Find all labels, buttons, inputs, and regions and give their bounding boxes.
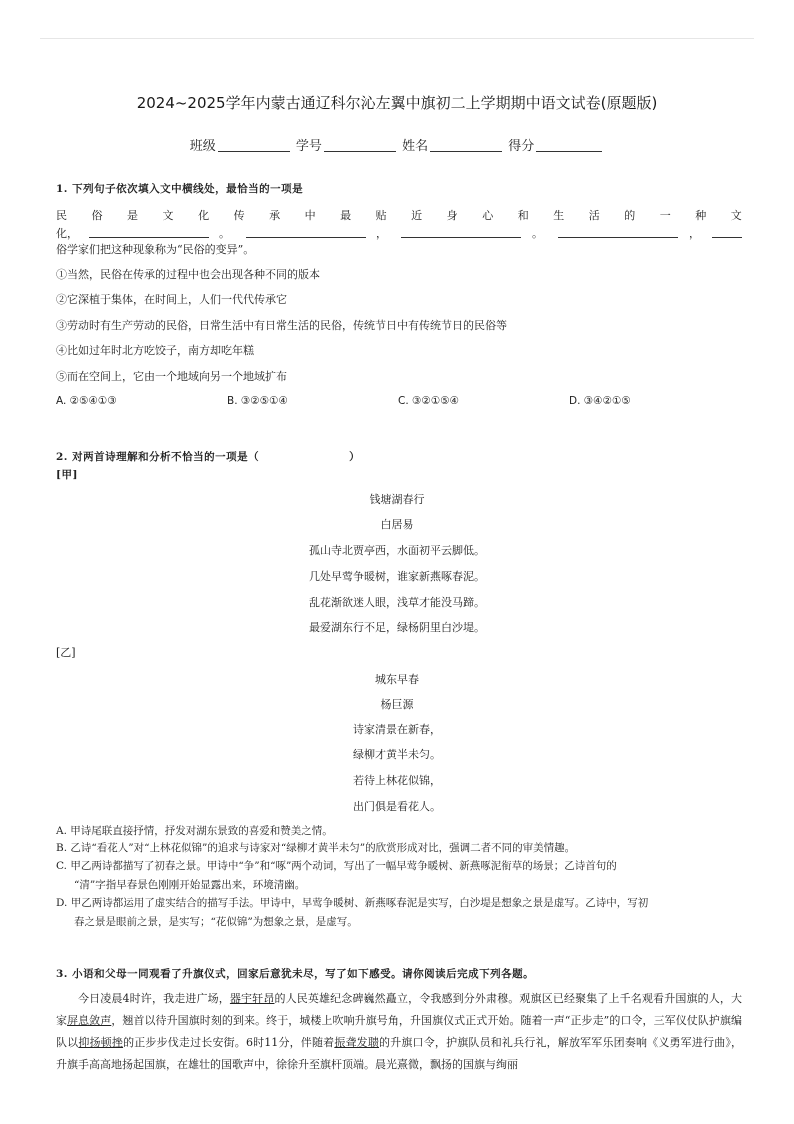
class-blank[interactable] bbox=[218, 138, 290, 152]
q1-line2-start: 化， bbox=[56, 227, 78, 240]
q1-item-4: ④比如过年时北方吃饺子，南方却吃年糕 bbox=[56, 344, 254, 357]
q1-item-5: ⑤而在空间上，它由一个地域向另一个地域扩布 bbox=[56, 370, 287, 383]
q1-punct-3: 。 bbox=[532, 227, 543, 240]
q1-line1-char: 化 bbox=[198, 209, 210, 222]
q2-choice-a[interactable] bbox=[56, 823, 746, 839]
q2-choice-c-text-1: C. 甲乙两诗都描写了初春之景。甲诗中“争”和“啄”两个动词，写出了一幅早莺争暖树、新燕啄泥衔草的场景；乙诗首句的 bbox=[56, 860, 617, 872]
q1-item-2: ②它深植于集体，在时间上，人们一代代传承它 bbox=[56, 293, 287, 306]
q1-passage-line-1 bbox=[56, 207, 742, 223]
poem-1-title: 钱塘湖春行 bbox=[369, 493, 425, 506]
q3-text-e: 的升旗口令，护旗队员和礼兵行礼，解放军军乐团奏响《义勇军进行曲》，升旗手高高地扬起国旗，在雄壮的国歌声中，徐徐升至旗杆顶端。晨光熹微，飘扬的国旗与绚丽 bbox=[56, 1036, 743, 1071]
q2-choice-d[interactable] bbox=[56, 895, 746, 930]
q1-line1-char: 传 bbox=[233, 209, 245, 222]
score-blank[interactable] bbox=[536, 138, 602, 152]
poem-1-author: 白居易 bbox=[380, 518, 414, 531]
q3-text-d: 的正步步伐走过长安街。6时11分，伴随着 bbox=[123, 1036, 335, 1049]
q1-line1-char: 俗 bbox=[91, 209, 103, 222]
q1-line1-char: 最 bbox=[340, 209, 352, 222]
q1-passage-line-3: 俗学家们把这种现象称为“民俗的变异”。 bbox=[56, 243, 255, 256]
q2-choice-d-text-1: D. 甲乙两诗都运用了虚实结合的描写手法。甲诗中，早莺争暖树、新燕啄春泥是实写，白沙堤是想象之景是虚写。乙诗中，写初 bbox=[56, 897, 649, 909]
q3-underlined-word-3: 抑扬顿挫 bbox=[78, 1036, 124, 1049]
poem-2-line-2: 绿柳才黄半未匀。 bbox=[353, 748, 441, 761]
q1-punct-4: ， bbox=[689, 227, 700, 240]
q1-line1-char: 贴 bbox=[375, 209, 387, 222]
poem-1-label: [甲] bbox=[56, 469, 78, 481]
q1-blank-2[interactable] bbox=[246, 237, 366, 238]
q1-line1-char: 承 bbox=[269, 209, 281, 222]
q2-choice-b[interactable] bbox=[56, 840, 746, 856]
top-divider bbox=[40, 38, 754, 39]
q1-punct-1: 。 bbox=[219, 227, 230, 240]
q1-line1-char: 种 bbox=[695, 209, 707, 222]
q1-line1-char: 文 bbox=[730, 209, 742, 222]
q1-blank-3[interactable] bbox=[401, 237, 521, 238]
poem-1-line-3: 乱花渐欲迷人眼，浅草才能没马蹄。 bbox=[309, 596, 485, 609]
q1-line1-char: 和 bbox=[517, 209, 529, 222]
q1-option-b[interactable]: B. ③②⑤①④ bbox=[227, 395, 288, 407]
q1-item-1: ①当然，民俗在传承的过程中也会出现各种不同的版本 bbox=[56, 268, 320, 281]
class-label: 班级 bbox=[189, 139, 216, 154]
q2-choice-a-text: A. 甲诗尾联直接抒情，抒发对湖东景致的喜爱和赞美之情。 bbox=[56, 825, 333, 837]
question-1-header: 1. 下列句子依次填入文中横线处，最恰当的一项是 bbox=[56, 183, 304, 195]
q2-header-text: 2. 对两首诗理解和分析不恰当的一项是（ bbox=[56, 451, 260, 463]
name-label: 姓名 bbox=[402, 139, 429, 154]
q1-line1-char: 生 bbox=[553, 209, 565, 222]
q1-passage-line-2 bbox=[56, 225, 742, 241]
student-info-line bbox=[0, 135, 794, 154]
question-2-header bbox=[56, 449, 360, 464]
q1-line1-char: 近 bbox=[411, 209, 423, 222]
poem-1-line-4: 最爱湖东行不足，绿杨阴里白沙堤。 bbox=[309, 621, 485, 634]
q3-text-c: ，翘首以待升国旗时刻的到来。终于，城楼上吹响升旗号角，升国旗仪式正式开始。随着一声“正步走”的口令，三军仪仗队护旗编队以 bbox=[56, 1014, 743, 1049]
q3-underlined-word-1: 器宇轩昂 bbox=[229, 992, 275, 1005]
poem-2-label: [乙] bbox=[56, 646, 76, 659]
poem-2-author: 杨巨源 bbox=[380, 698, 414, 711]
q2-choice-c-text-2: “清”字指早春景色刚刚开始显露出来，环境清幽。 bbox=[74, 879, 306, 891]
student-number-blank[interactable] bbox=[324, 138, 396, 152]
q2-header-end: ） bbox=[349, 451, 361, 463]
q1-blank-1[interactable] bbox=[89, 237, 209, 238]
q2-choice-b-text: B. 乙诗“看花人”对“上林花似锦”的追求与诗家对“绿柳才黄半未匀”的欣赏形成对比，强调二者不同的审美情趣。 bbox=[56, 842, 576, 854]
q1-line1-char: 是 bbox=[127, 209, 139, 222]
question-3-header: 3. 小语和父母一同观看了升旗仪式，回家后意犹未尽，写了如下感受。请你阅读后完成下列各题。 bbox=[56, 968, 535, 980]
q3-underlined-word-2: 屏息敛声 bbox=[67, 1014, 112, 1027]
poem-2-line-3: 若待上林花似锦， bbox=[353, 774, 441, 787]
poem-2-line-4: 出门俱是看花人。 bbox=[353, 800, 441, 813]
q3-text-a: 今日凌晨4时许，我走进广场， bbox=[78, 992, 230, 1005]
poem-1-line-1: 孤山寺北贾亭西，水面初平云脚低。 bbox=[309, 544, 485, 557]
q1-line1-char: 活 bbox=[588, 209, 600, 222]
q3-text-b: 的人民英雄纪念碑巍然矗立，令我感到分外肃穆。观旗区已经聚集了上千名观看升国旗的人，大家 bbox=[56, 992, 743, 1027]
page-title: 2024~2025学年内蒙古通辽科尔沁左翼中旗初二上学期期中语文试卷(原题版) bbox=[136, 94, 658, 112]
q1-blank-5[interactable] bbox=[712, 237, 742, 238]
student-number-label: 学号 bbox=[295, 139, 322, 154]
q1-line1-char: 民 bbox=[56, 209, 67, 222]
poem-2-title: 城东早春 bbox=[375, 673, 419, 686]
q3-passage bbox=[56, 988, 742, 1076]
q1-line1-char: 的 bbox=[624, 209, 636, 222]
q1-item-3: ③劳动时有生产劳动的民俗，日常生活中有日常生活的民俗，传统节日中有传统节日的民俗等 bbox=[56, 319, 507, 332]
q1-option-c[interactable]: C. ③②①⑤④ bbox=[398, 395, 460, 407]
q2-choice-c[interactable] bbox=[56, 858, 746, 893]
q1-line1-char: 身 bbox=[446, 209, 458, 222]
poem-2-line-1: 诗家清景在新春， bbox=[353, 723, 441, 736]
q1-blank-4[interactable] bbox=[558, 237, 678, 238]
q1-line1-char: 文 bbox=[162, 209, 174, 222]
q2-choice-d-text-2: 春之景是眼前之景，是实写；“花似锦”为想象之景，是虚写。 bbox=[74, 916, 358, 928]
poem-1-line-2: 几处早莺争暖树，谁家新燕啄春泥。 bbox=[309, 570, 485, 583]
q1-line1-char: 一 bbox=[659, 209, 671, 222]
q1-punct-2: ， bbox=[376, 227, 387, 240]
q1-line1-char: 心 bbox=[482, 209, 494, 222]
name-blank[interactable] bbox=[430, 138, 502, 152]
q1-option-a[interactable]: A. ②⑤④①③ bbox=[56, 395, 117, 407]
q1-line1-char: 中 bbox=[304, 209, 316, 222]
q1-option-d[interactable]: D. ③④②①⑤ bbox=[569, 395, 631, 407]
score-label: 得分 bbox=[508, 139, 535, 154]
q3-underlined-word-4: 振聋发聩 bbox=[334, 1036, 380, 1049]
